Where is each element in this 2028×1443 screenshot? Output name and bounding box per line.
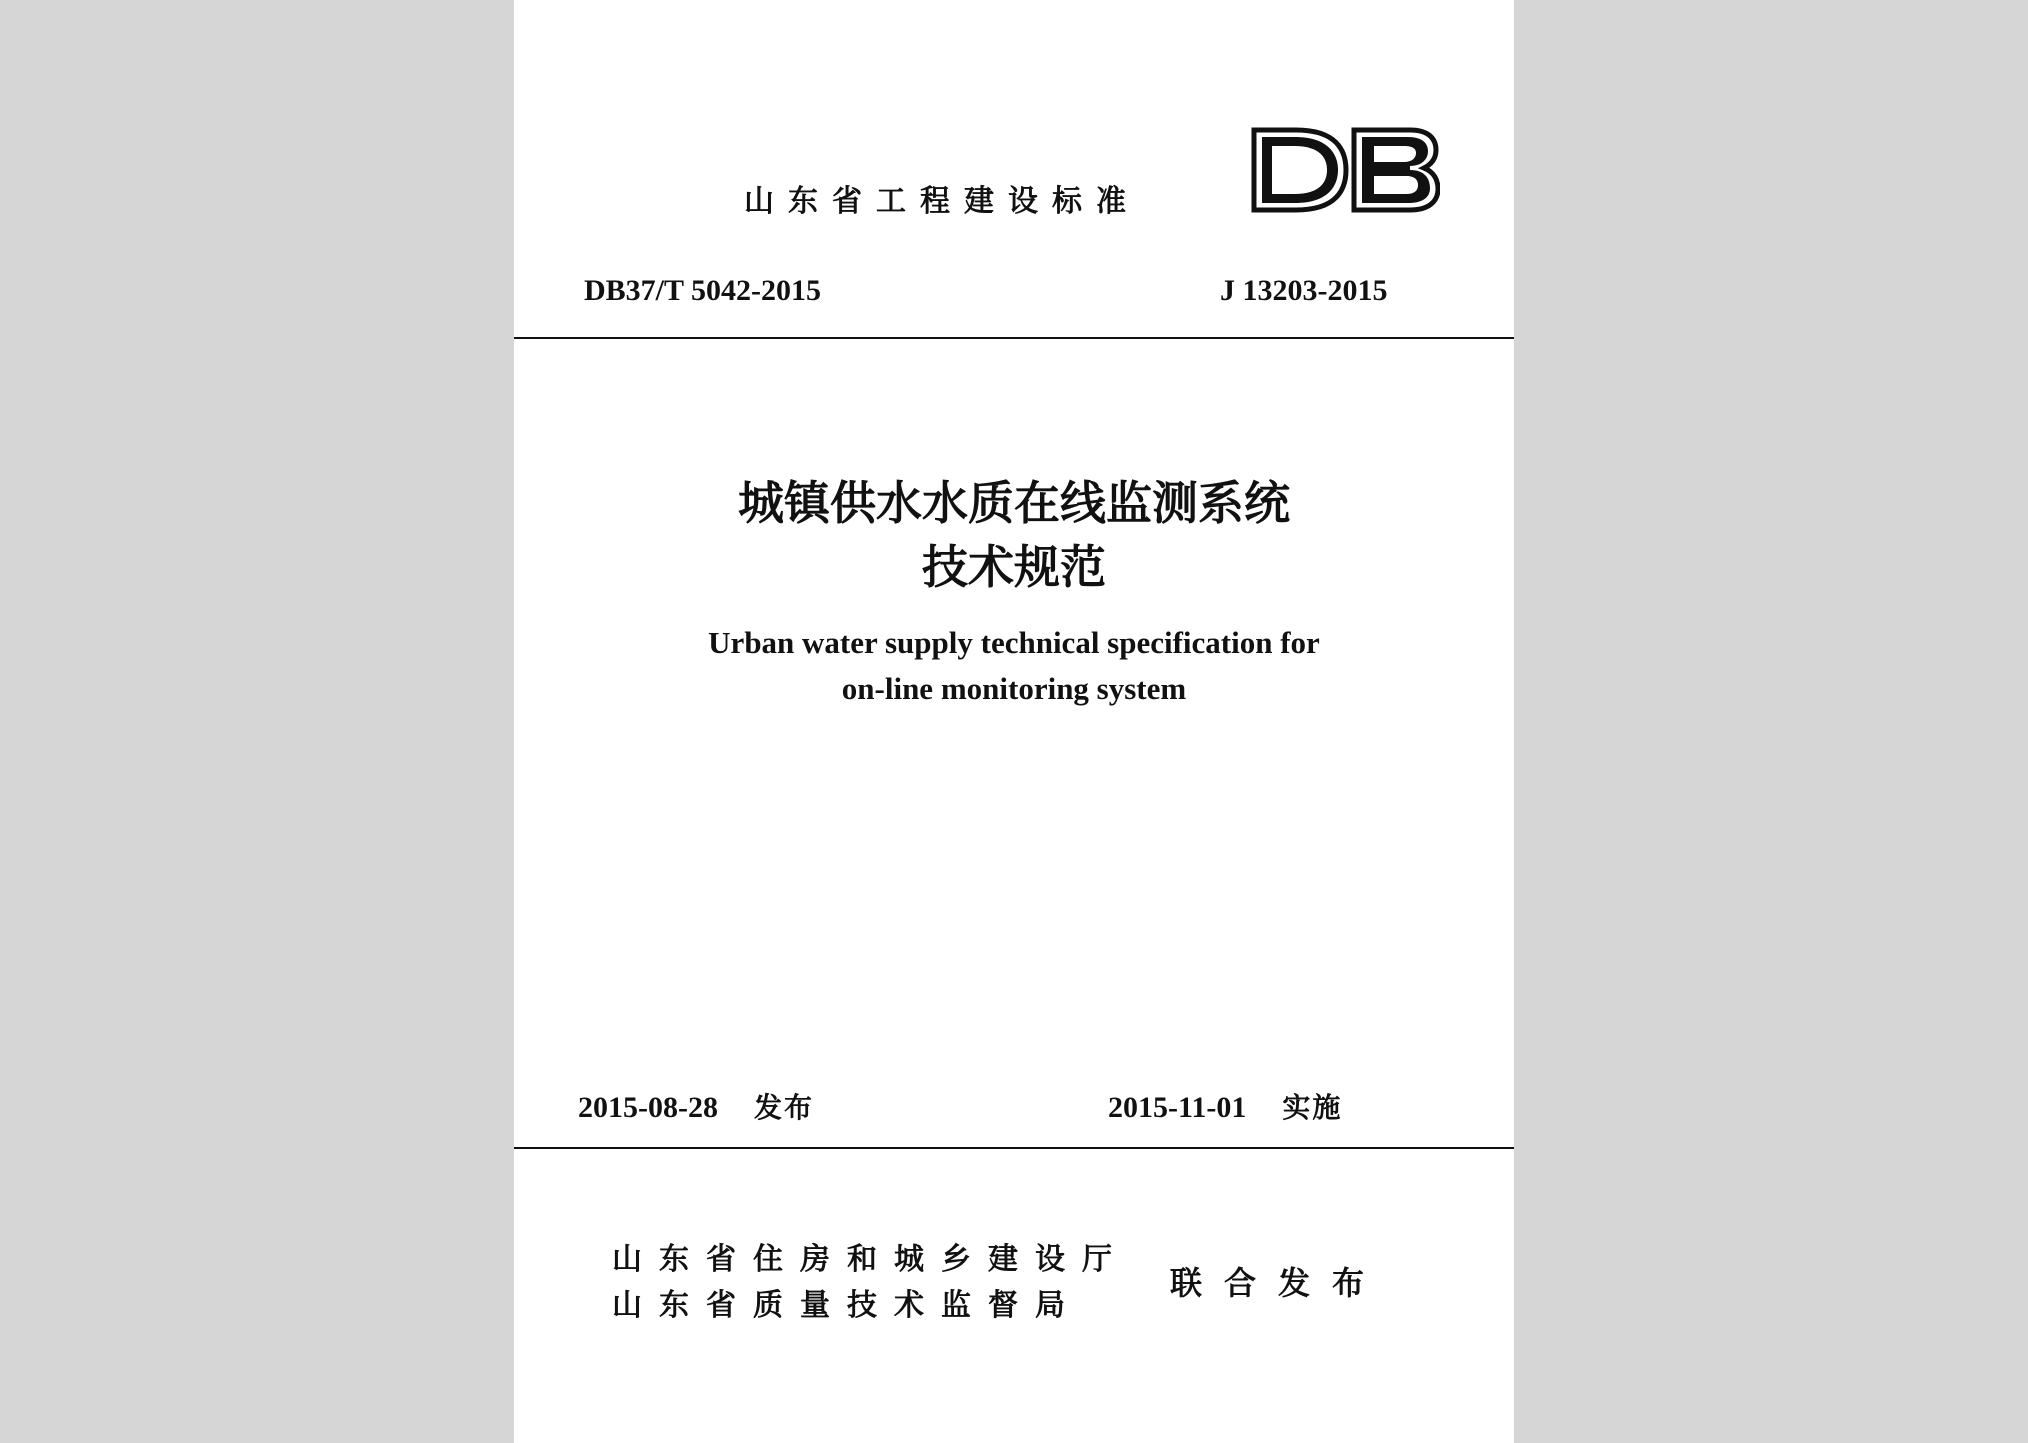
issuer-housing-department: 山东省住房和城乡建设厅 bbox=[612, 1242, 1129, 1277]
title-english-line2: on-line monitoring system bbox=[841, 671, 1187, 706]
publish-label: 发布 bbox=[753, 1091, 814, 1124]
issuer-quality-bureau: 山东省质量技术监督局 bbox=[612, 1288, 1082, 1323]
divider-bottom bbox=[514, 1147, 1514, 1149]
title-english-line1: Urban water supply technical specification for bbox=[708, 625, 1320, 660]
standard-series-label: 山东省工程建设标准 bbox=[744, 184, 1140, 219]
standard-number: DB37/T 5042-2015 bbox=[584, 274, 821, 307]
record-number: J 13203-2015 bbox=[1220, 274, 1388, 307]
cover-page bbox=[514, 0, 1514, 1443]
effective-date: 2015-11-01 bbox=[1108, 1091, 1247, 1124]
publish-info bbox=[578, 1086, 814, 1126]
db-logo bbox=[1250, 124, 1440, 216]
divider-top bbox=[514, 337, 1514, 339]
joint-issue-label: 联合发布 bbox=[1170, 1264, 1387, 1302]
title-chinese-line2: 技术规范 bbox=[922, 540, 1106, 594]
effective-info bbox=[1108, 1086, 1342, 1126]
title-chinese-line1: 城镇供水水质在线监测系统 bbox=[738, 476, 1290, 530]
publish-date: 2015-08-28 bbox=[578, 1091, 718, 1124]
effective-label: 实施 bbox=[1282, 1091, 1343, 1124]
